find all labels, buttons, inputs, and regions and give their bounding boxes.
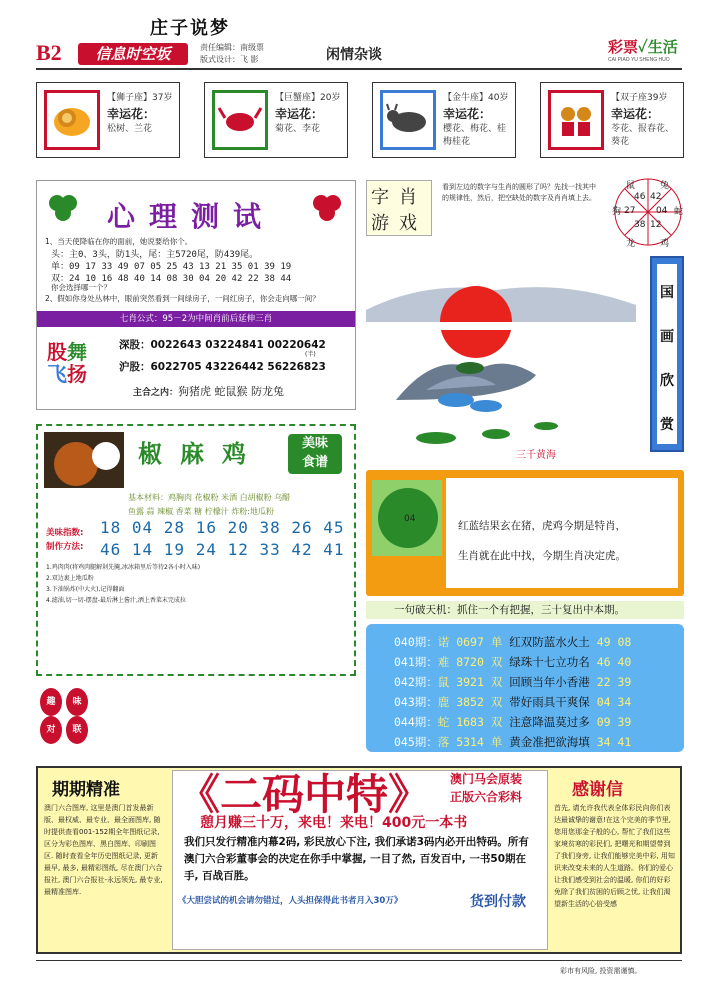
word-puzzle-title [366, 180, 432, 236]
wheel-number: 27 [624, 206, 636, 216]
header-rule [36, 68, 682, 70]
section-title: 闲情杂谈 [326, 47, 382, 63]
zhuangzi-title: 庄子说梦 [150, 18, 230, 39]
recipe-tag [288, 434, 342, 474]
recipe-title: 椒麻鸡 [138, 439, 264, 468]
painting-label-char: 赏 [660, 417, 674, 433]
zodiac-card-cancer [204, 82, 348, 158]
tag-line: 食谱 [301, 455, 328, 470]
designer-line: 版式设计：飞 影 [200, 55, 259, 64]
hu-numbers: 6022705 43226442 56226823 [150, 361, 326, 373]
result-row [394, 734, 631, 750]
shanghai-row [119, 359, 326, 374]
psych-line: 双：24 10 16 48 40 14 08 30 04 20 42 22 38 44 [51, 274, 292, 284]
tag-line: 美味 [301, 436, 328, 451]
wheel-zodiac: 蛇 [674, 207, 684, 217]
wheel-number: 42 [650, 192, 662, 202]
painting-caption: 三千黄海 [516, 450, 556, 460]
footer-disclaimer: 彩市有风险, 投资需谨慎。 [560, 967, 642, 975]
logo-pinyin: CAI PIAO YU SHENG HUO [608, 57, 670, 63]
lucky-label: 幸运花： [611, 107, 660, 121]
painting-image [366, 250, 636, 460]
result-row [394, 694, 631, 710]
leaf-number: 04 [404, 514, 416, 524]
hu-label: 沪股： [119, 361, 151, 373]
main-values: 狗猪虎 蛇鼠猴 防龙兔 [178, 385, 285, 398]
wheel-zodiac: 鸡 [660, 239, 670, 249]
lucky-flowers: 菊花、李花 [275, 124, 321, 134]
ermazhongte-foot: 《大胆尝试的机会请勿错过，人头担保得此书者月入30万》 [178, 896, 403, 906]
result-period: 041期： [394, 655, 438, 669]
logo-char: 飞 [47, 362, 67, 386]
lantern-icon: 联 [66, 716, 88, 744]
ermazhongte-sub: 澳门马会原装 [450, 772, 523, 786]
zhuangzi-line: 生肖就在此中找，今期生肖决定虎。 [458, 550, 626, 562]
zhuangzi-line: 红蓝结果玄在猪，虎鸡今期是特肖， [458, 520, 626, 532]
ermazhongte-title: 《二码中特》 [178, 770, 431, 819]
recipe-step: 2.双边裹上地瓜粉 [46, 575, 94, 582]
ingredients-1: 基本材料：鸡胸肉 花椒粉 米酒 白胡椒粉 乌醋 [128, 493, 291, 502]
lucky-flowers: 樱花、梅花、桂梅桂花 [443, 124, 507, 147]
ermazhongte-body: 我们只发行精准内幕2码, 彩民放心下注, 我们承诺3码内必开出特码。所有澳门六合彩董事会的决定在你手中掌握, 一目了然, 百发百中, 一书50期在手, 百战百胜。 [184, 836, 529, 882]
question-2: 2、假如你身处丛林中，眼前突然看到一间绿房子，一间红房子，你会走向哪一间？ [45, 294, 320, 303]
puzzle-char: 肖 [399, 187, 417, 208]
result-period: 040期： [394, 635, 438, 649]
result-period: 045期： [394, 735, 438, 749]
main-zodiac-row [133, 383, 284, 399]
thanks-text: 首先, 请允许我代表全体彩民向你们表达最诚挚的谢意!在这个完美的季节里, 您用您那金子般的心, 帮忙了我们这些家境贫寒的彩民们, 把曙光和期望带到了我们身旁, 让我们能够完美中彩, 用知识来改变未来的人生道路。你们的爱心让我们感受到社会的温暖, 你们的好彩免除了我们贫困的后顾之忧, 让我们渴望新生活的心倍受感 [554, 804, 675, 908]
painting-label-char: 国 [660, 285, 674, 301]
red-flower-icon [309, 191, 345, 225]
zodiac-card-leo [36, 82, 180, 158]
result-period: 043期： [394, 695, 438, 709]
lucky-label: 幸运花： [275, 107, 324, 121]
lantern-icon: 味 [66, 688, 88, 716]
wheel-zodiac: 狗 [612, 207, 622, 217]
sz-label: 深股： [119, 339, 151, 351]
zodiac-sign: 【巨蟹座】20岁 [275, 93, 341, 103]
recipe-panel [36, 424, 356, 676]
qiqi-title: 期期精准 [52, 780, 120, 800]
psych-test-panel [36, 180, 356, 410]
thanks-title: 感谢信 [572, 780, 623, 800]
formula-band: 七肖公式：95－2为中间肖前后延伸三肖 [37, 311, 355, 327]
bull-icon [380, 90, 436, 150]
lucky-label: 幸运花： [107, 107, 156, 121]
lucky-label: 幸运花： [443, 107, 492, 121]
logo-sub: 生活 [647, 39, 678, 56]
crab-icon [212, 90, 268, 150]
puzzle-char: 游 [371, 213, 389, 234]
result-nums: 34 41 [596, 735, 632, 749]
zhuangzi-panel [366, 470, 684, 596]
lantern-icon: 对 [40, 716, 62, 744]
gu-wu-fei-yang-logo [47, 341, 87, 385]
painting-label-char: 欣 [660, 373, 674, 389]
shenzhen-row [119, 337, 326, 352]
wheel-number: 46 [634, 192, 646, 202]
twins-icon [548, 90, 604, 150]
result-row [394, 634, 631, 650]
puzzle-instructions: 看到左边的数字与生肖的圆形了吗？先找一找其中的规律性，然后，把空缺处的数字及肖肖填上去。 [442, 183, 596, 202]
question-1: 1、当天使降临在你的面前，她说要给你个。 [45, 237, 193, 246]
zodiac-sign: 【金牛座】40岁 [443, 93, 509, 103]
result-verse: 黄金准把欲海填 [509, 735, 590, 749]
zodiac-sign: 【双子座39岁 [611, 93, 668, 103]
ermazhongte-slogan: 憩月赚三十万，来电！来电！400元一本书 [200, 815, 468, 831]
result-nums: 04 34 [596, 695, 632, 709]
zodiac-card-taurus [372, 82, 516, 158]
result-verse: 注意降温莫过多 [509, 715, 590, 729]
lion-icon [44, 90, 100, 150]
method-label: 制作方法: [46, 542, 84, 552]
column-title: 信息时空坂 [78, 43, 188, 65]
result-code: 难 8720 双 [437, 655, 503, 669]
logo-main: 彩票 [608, 39, 639, 56]
psych-line: 你会选择哪一个？ [51, 283, 111, 292]
painting-label-char: 画 [660, 329, 674, 345]
recipe-steps [46, 562, 200, 606]
page-number: B2 [36, 40, 62, 65]
result-period: 042期： [394, 675, 438, 689]
result-code: 鹿 3852 双 [437, 695, 503, 709]
logo-char: 扬 [67, 362, 87, 386]
recipe-step: 4.滤油,切一切-摆盘-最后淋上酱汁,洒上香菜末完成拉 [46, 597, 186, 604]
wheel-number: 12 [650, 220, 662, 230]
footer-rule [36, 960, 682, 961]
result-verse: 回顾当年小香港 [509, 675, 590, 689]
logo-char: 股 [47, 340, 67, 364]
psych-title: 心理测试 [107, 200, 276, 233]
result-code: 落 5314 单 [437, 735, 503, 749]
recipe-step: 1.鸡肉肉(将鸡肉腿解剁先腌,冰冰箱里后等待2各小时入味) [46, 564, 201, 571]
editor-line: 责任编辑：南级票 [200, 43, 264, 52]
wheel-zodiac: 龙 [626, 239, 636, 249]
result-row [394, 714, 631, 730]
lucky-flowers: 松树、兰花 [107, 124, 153, 134]
result-code: 诺 0697 单 [437, 635, 503, 649]
index-labels [46, 522, 83, 554]
lantern-icon: 趣 [40, 688, 62, 716]
result-verse: 绿珠十七立功名 [509, 655, 590, 669]
lucky-flowers: 苓花、报春花、葵花 [611, 124, 675, 147]
wheel-zodiac: 鼠 [626, 181, 636, 191]
result-nums: 49 08 [596, 635, 632, 649]
one-line-hint: 一句破天机：抓住一个有把握，三十复出中本期。 [366, 601, 684, 619]
puzzle-char: 字 [371, 187, 389, 208]
sz-tail: (半) [305, 351, 316, 358]
psych-line: 单：09 17 33 49 07 05 25 43 13 21 35 01 39 19 [51, 262, 292, 272]
main-label: 主合之内： [133, 388, 179, 398]
result-nums: 22 39 [596, 675, 632, 689]
puzzle-char: 戏 [399, 213, 417, 234]
ink-painting [366, 250, 636, 460]
painting-label [650, 256, 684, 452]
editor-info [200, 42, 264, 66]
result-verse: 红双防蓝水火土 [509, 635, 590, 649]
result-code: 蛇 1683 双 [437, 715, 503, 729]
index-label: 美味指数: [46, 528, 84, 538]
result-nums: 09 39 [596, 715, 632, 729]
zodiac-number-wheel [612, 176, 684, 248]
logo-char: 舞 [67, 340, 87, 364]
sz-numbers: 0022643 03224841 00220642 [150, 339, 326, 351]
result-nums: 46 40 [596, 655, 632, 669]
zodiac-card-gemini [540, 82, 684, 158]
zhuangzi-text-box [446, 478, 678, 588]
number-row-2: 46 14 19 24 12 33 42 41 [100, 540, 345, 559]
wheel-number: 38 [634, 220, 646, 230]
qiqi-text: 澳门六合图库, 这里是澳门首发最新版、最权威、最专业、最全面图库, 随时提供查看001-152期全年图纸记录, 区分为彩色图库、黑白图库、印刷图区. 随时查看全年历史图纸记录, 更新最早, 最多, 最精彩图纸, 尽在澳门六合报社, 澳门六合报社-永远领先, 最专业, 最精准图库. [44, 804, 163, 896]
logo-swoosh-icon: ✓ [638, 39, 648, 56]
clover-icon [45, 191, 81, 225]
ingredients-2: 鱼露 蒜 辣椒 香菜 糖 柠檬汁 炸粉:地瓜粉 [128, 507, 274, 516]
painting-label-panel [657, 264, 677, 444]
masthead-logo [608, 36, 678, 63]
ermazhongte-sub: 正版六合彩料 [450, 790, 523, 804]
result-period: 044期： [394, 715, 438, 729]
result-row [394, 674, 631, 690]
number-row-1: 18 04 28 16 20 38 26 45 [100, 518, 345, 537]
psych-line: 头：主0、3头，防1头，尾：主5720尾，防439尾。 [51, 250, 259, 260]
wheel-number: 04 [656, 206, 668, 216]
result-verse: 带好雨具干爽保 [509, 695, 590, 709]
zodiac-sign: 【狮子座】37岁 [107, 93, 173, 103]
recipe-step: 3.下油锅炸(中大火),记得翻面 [46, 586, 125, 593]
wheel-zodiac: 兔 [660, 181, 670, 191]
result-row [394, 654, 631, 670]
dish-photo [44, 432, 124, 488]
result-code: 鼠 3921 双 [437, 675, 503, 689]
cod-label: 货到付款 [470, 894, 526, 910]
